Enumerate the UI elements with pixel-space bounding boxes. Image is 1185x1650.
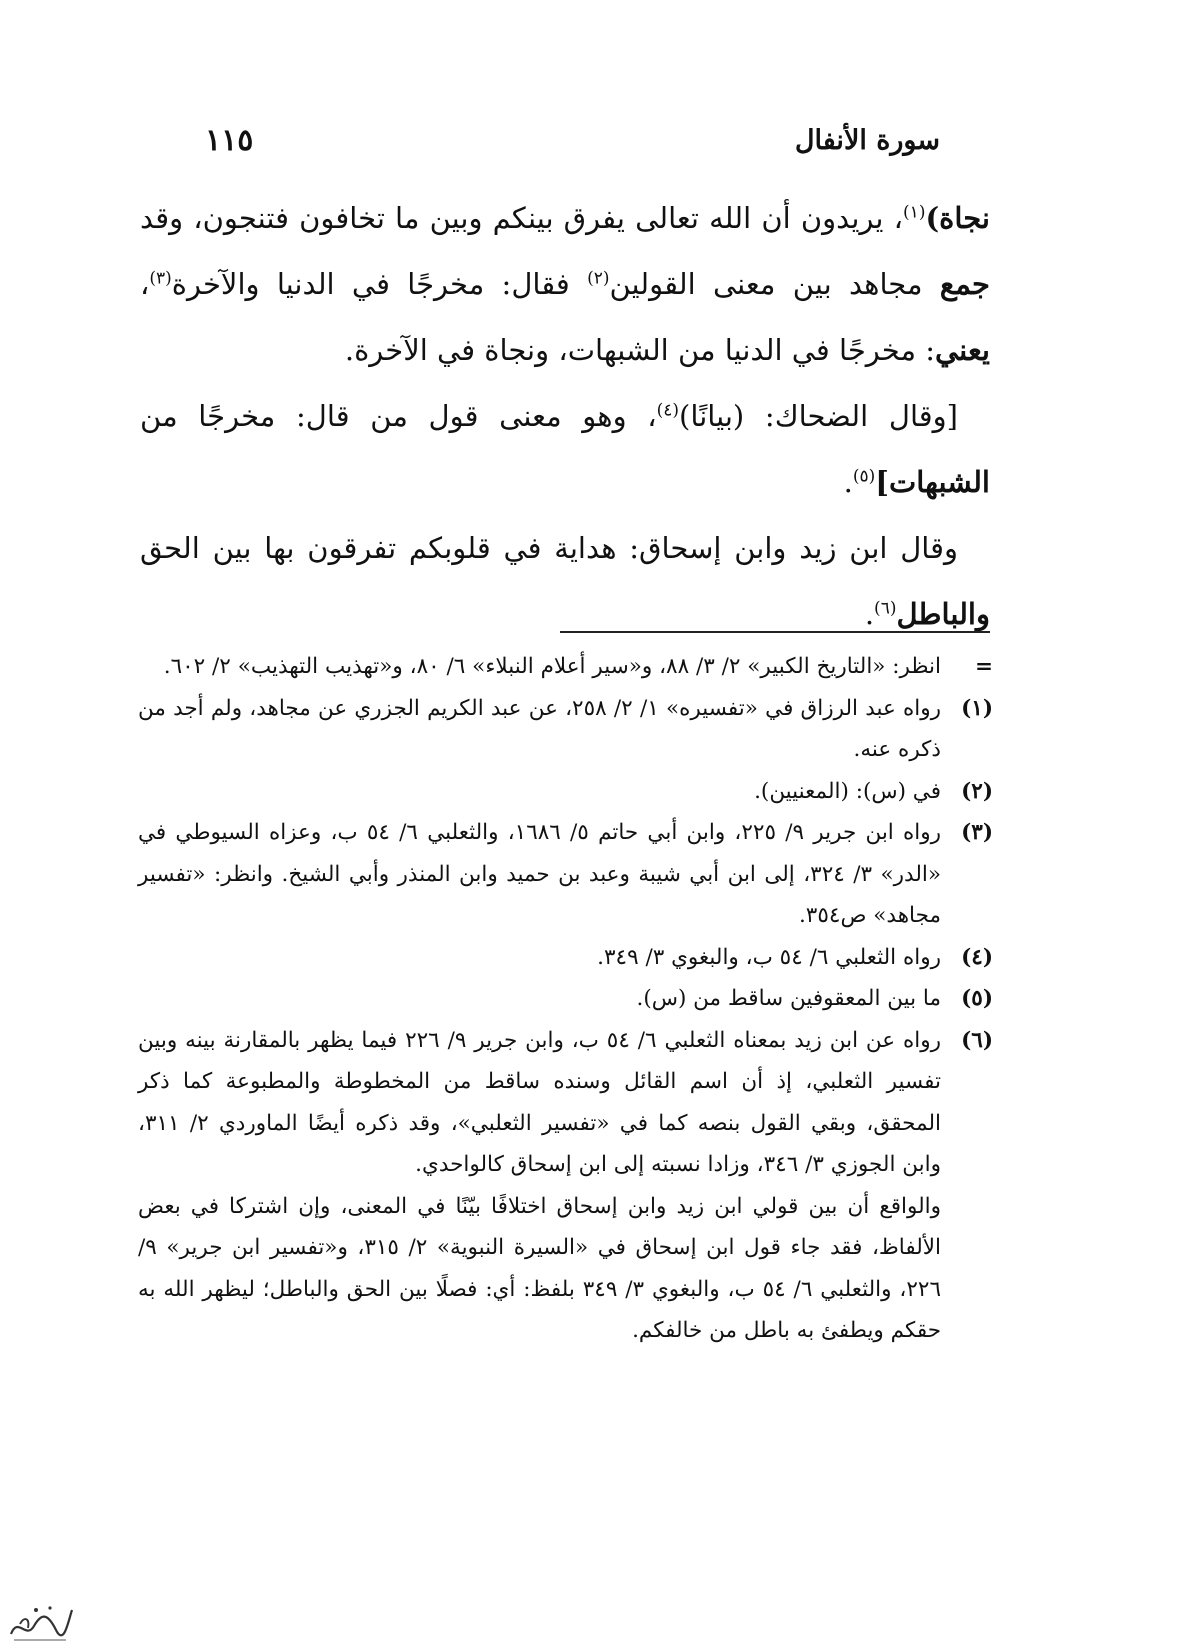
footnote-ref-1: (١) bbox=[903, 202, 926, 223]
paragraph-1-text-1: ، يريدون أن الله تعالى يفرق بينكم وبين ما تخافون فتنجون، وقد bbox=[140, 201, 904, 235]
footnote-item bbox=[138, 688, 993, 771]
paragraph-1-word-2: جمع bbox=[939, 267, 990, 301]
surah-title: سورة الأنفال bbox=[794, 124, 940, 156]
footnote-ref-4: (٤) bbox=[656, 400, 680, 421]
footnote-ref-5: (٥) bbox=[852, 466, 876, 487]
footnote-number: (٤) bbox=[961, 944, 993, 970]
footnote-text: رواه عن ابن زيد بمعناه الثعلبي ٦/ ٥٤ ب، وابن جرير ٩/ ٢٢٦ فيما يظهر بالمقارنة بينه وبين تفسير الثعلبي، إذ أن اسم القائل وسنده ساقط من المخطوطة والمطبوعة كما ذكر المحقق، وبقي القول بنصه كما في «تفسير الثعلبي»، وقد ذكره أيضًا الماوردي ٢/ ٣١١، وابن الجوزي ٣/ ٣٤٦، وزادا نسبته إلى ابن إسحاق كالواحدي. bbox=[138, 1027, 942, 1177]
paragraph-1-text-4: ، bbox=[140, 267, 150, 301]
footnote-ref-2: (٢) bbox=[587, 268, 610, 289]
page-number: ١١٥ bbox=[205, 122, 254, 158]
paragraph-1-text-2: مجاهد بين معنى القولين bbox=[609, 267, 940, 301]
paragraph-1 bbox=[140, 185, 990, 383]
paragraph-1-word-1: نجاة) bbox=[925, 201, 990, 235]
footnote-number: = bbox=[974, 654, 993, 679]
footnote-text: انظر: «التاريخ الكبير» ٢/ ٣/ ٨٨، و«سير أعلام النبلاء» ٦/ ٨٠، و«تهذيب التهذيب» ٢/ ٦٠٢. bbox=[163, 654, 941, 679]
footnote-text: ما بين المعقوفين ساقط من (س). bbox=[636, 986, 941, 1011]
footnote-item bbox=[138, 646, 993, 688]
footnote-item bbox=[138, 978, 993, 1020]
footnote-item bbox=[138, 1020, 993, 1186]
paragraph-2-text-1: [وقال الضحاك: (بيانًا) bbox=[679, 399, 958, 433]
footnote-item bbox=[138, 771, 993, 813]
footnote-text: رواه ابن جرير ٩/ ٢٢٥، وابن أبي حاتم ٥/ ١٦٨٦، والثعلبي ٦/ ٥٤ ب، وعزاه السيوطي في «الدر» ٣/ ٣٢٤، إلى ابن أبي شيبة وعبد بن حميد وابن المنذر وأبي الشيخ. وانظر: «تفسير مجاهد» ص٣٥٤. bbox=[138, 820, 941, 928]
paragraph-2-text-3: . bbox=[843, 465, 853, 499]
footnote-ref-3: (٣) bbox=[149, 268, 172, 289]
footnote-text: رواه عبد الرزاق في «تفسيره» ١/ ٢/ ٢٥٨، عن عبد الكريم الجزري عن مجاهد، ولم أجد من ذكره عنه. bbox=[138, 695, 942, 762]
paragraph-3-text-1: وقال ابن زيد وابن إسحاق: هداية في قلوبكم تفرقون بها بين الحق bbox=[140, 531, 958, 565]
footnote-text: رواه الثعلبي ٦/ ٥٤ ب، والبغوي ٣/ ٣٤٩. bbox=[597, 944, 941, 970]
paragraph-1-text-3: فقال: مخرجًا في الدنيا والآخرة bbox=[171, 267, 588, 301]
footnote-item bbox=[138, 937, 993, 979]
paragraph-2 bbox=[140, 383, 990, 515]
footnotes bbox=[138, 646, 993, 1352]
footnote-number: (٦) bbox=[961, 1027, 993, 1053]
footnote-item bbox=[138, 812, 993, 937]
paragraph-3-text-2: . bbox=[864, 597, 875, 631]
footnote-text: في (س): (المعنيين). bbox=[754, 778, 941, 804]
footnote-number: (٥) bbox=[961, 986, 993, 1011]
paragraph-2-text-2: ، وهو معنى قول من قال: مخرجًا من bbox=[140, 399, 657, 433]
publisher-logo bbox=[6, 1596, 76, 1646]
footnote-number: (١) bbox=[961, 695, 993, 721]
paragraph-2-word-1: الشبهات] bbox=[875, 465, 990, 499]
page-header bbox=[205, 120, 940, 160]
footnote-number: (٢) bbox=[961, 778, 993, 804]
footnote-ref-6: (٦) bbox=[874, 598, 897, 619]
paragraph-3-word-1: والباطل bbox=[896, 597, 990, 631]
footnote-continuation: والواقع أن بين قولي ابن زيد وابن إسحاق اختلافًا بيّنًا في المعنى، وإن اشتركا في بعض الألفاظ، فقد جاء قول ابن إسحاق في «السيرة النبوية» ٢/ ٣١٥، و«تفسير ابن جرير» ٩/ ٢٢٦، والثعلبي ٦/ ٥٤ ب، والبغوي ٣/ ٣٤٩ بلفظ: أي: فصلًا بين الحق والباطل؛ ليظهر الله به حقكم ويطفئ به باطل من خالفكم. bbox=[138, 1193, 942, 1343]
paragraph-1-text-5: : مخرجًا في الدنيا من الشبهات، ونجاة في الآخرة. bbox=[344, 333, 936, 367]
main-text bbox=[140, 185, 990, 647]
footnote-divider bbox=[560, 631, 990, 633]
footnote-number: (٣) bbox=[961, 820, 993, 845]
paragraph-3 bbox=[140, 515, 990, 647]
paragraph-1-word-3: يعني bbox=[935, 333, 990, 367]
